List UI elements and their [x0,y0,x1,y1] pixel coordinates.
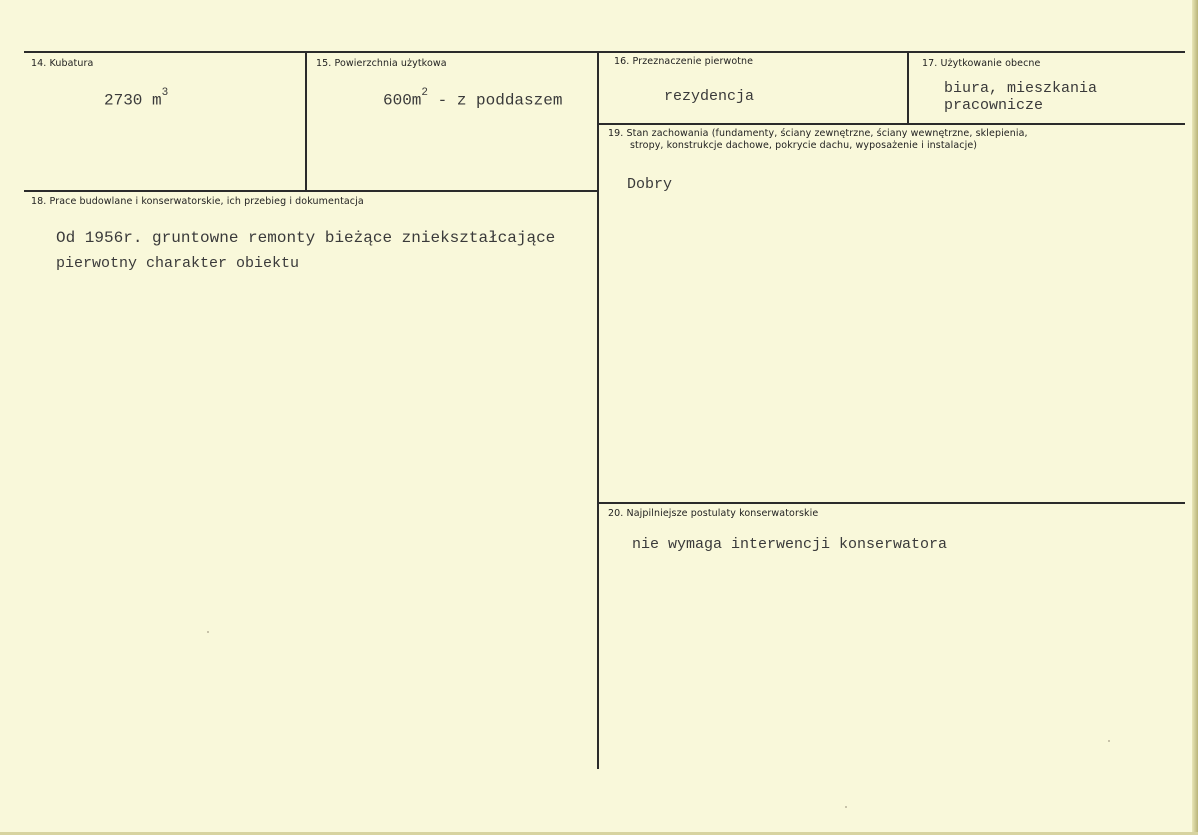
field-17-value-line2: pracownicze [944,97,1044,114]
field-17-label: 17. Użytkowanie obecne [922,58,1041,69]
divider-main [597,51,599,769]
volume-value: 2730 m [104,91,162,110]
card-edge [1192,0,1198,835]
field-16-label: 16. Przeznaczenie pierwotne [614,56,754,67]
field-20-value: nie wymaga interwencji konserwatora [632,536,948,553]
field-18-value-line1: Od 1956r. gruntowne remonty bieżące zniekształcające [56,229,556,247]
paper-speck [845,806,847,808]
area-unit-superscript: 2 [421,87,429,99]
area-note: - z poddaszem [428,91,563,110]
top-rule [24,51,1185,53]
divider-14-15 [305,51,307,191]
field-14-value [104,88,168,109]
field-15-value [383,88,562,109]
field-14-label: 14. Kubatura [31,58,94,69]
field-20-label: 20. Najpilniejsze postulaty konserwatorskie [608,508,819,519]
rule-19 [597,123,1185,125]
field-18-value-line2: pierwotny charakter obiektu [56,255,300,272]
field-15-label: 15. Powierzchnia użytkowa [316,58,447,69]
rule-18 [24,190,597,192]
field-17-value-line1: biura, mieszkania [944,80,1098,97]
volume-unit-superscript: 3 [161,87,169,99]
field-19-value: Dobry [627,176,673,193]
field-18-label: 18. Prace budowlane i konserwatorskie, ich przebieg i dokumentacja [31,196,364,207]
field-19-label-line2: stropy, konstrukcje dachowe, pokrycie dachu, wyposażenie i instalacje) [630,140,978,151]
paper-speck [207,631,209,633]
field-16-value: rezydencja [664,88,755,105]
area-value: 600m [383,91,422,110]
rule-20 [597,502,1185,504]
field-19-label-line1: 19. Stan zachowania (fundamenty, ściany zewnętrzne, ściany wewnętrzne, sklepienia, [608,128,1028,139]
divider-16-17 [907,51,909,124]
paper-speck [1108,740,1110,742]
